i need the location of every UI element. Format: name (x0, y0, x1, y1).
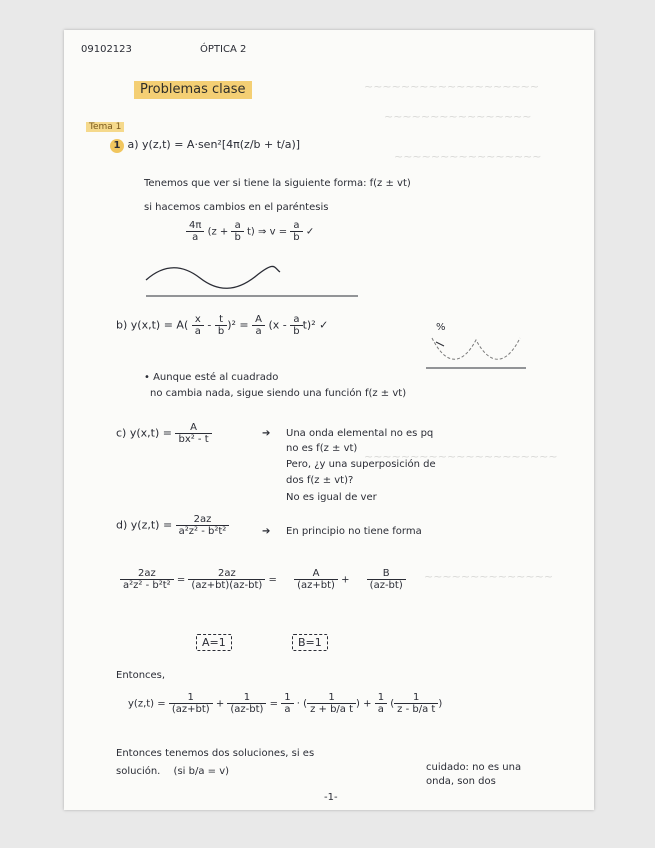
condition-text: (si b/a = v) (173, 766, 230, 777)
problem-b-label: b) (116, 318, 128, 332)
problem-b-note2: no cambia nada, sigue siendo una función f(z ± vt) (150, 388, 407, 399)
date: 09102123 (81, 44, 132, 55)
wave-sketch (144, 262, 284, 302)
paren-text: (z + (207, 226, 232, 238)
problem-c-equation (116, 422, 212, 445)
eq-text: y(z,t) = (128, 698, 169, 710)
problem-a-note2: si hacemos cambios en el paréntesis (144, 202, 329, 213)
frac-denominator: a (192, 232, 199, 243)
problem-a-equation: y(z,t) = A·sen²[4π(z/b + t/a)] (142, 138, 301, 151)
frac-denominator: (az-bt) (230, 704, 264, 715)
eq-text: t)² (302, 318, 316, 332)
eq-text: · (296, 698, 300, 710)
problem-c-line5: No es igual de ver (286, 492, 377, 503)
problem-c-label: c) (116, 426, 127, 440)
problem-a-note1: Tenemos que ver si tiene la siguiente forma: f(z ± vt) (144, 178, 411, 189)
problem-c-line2: no es f(z ± vt) (286, 443, 358, 454)
boxed-result-a: A=1 (196, 634, 232, 651)
check-icon: ✓ (305, 226, 315, 238)
eq-text: = (235, 318, 253, 332)
conclusion-line2 (116, 766, 229, 777)
frac-denominator: a (377, 704, 384, 715)
frac-numerator: A (294, 568, 338, 580)
section-label (86, 114, 124, 133)
frac-numerator: a (290, 314, 302, 326)
side-note1: cuidado: no es una (426, 762, 522, 773)
title-highlight: Problemas clase (134, 81, 252, 99)
conclusion-line1: Entonces tenemos dos soluciones, si es (116, 748, 315, 759)
entonces-label: Entonces, (116, 670, 166, 681)
eq-text: y(x,t) = (129, 426, 176, 440)
frac-denominator: a (194, 326, 201, 337)
frac-denominator: z + b/a t (310, 704, 354, 715)
frac-numerator: 1 (394, 692, 438, 704)
partial-fraction-line (120, 568, 406, 591)
frac-denominator: a²z² - b²t² (123, 580, 171, 591)
side-label: % (436, 322, 446, 333)
frac-denominator: b (293, 326, 300, 337)
frac-numerator: 2az (120, 568, 174, 580)
problem-c-line1: Una onda elemental no es pq (286, 428, 434, 439)
eq-text: + (341, 574, 350, 586)
frac-numerator: 1 (227, 692, 266, 704)
bleed-through-text: ~~~~~~~~~~~~~~~~~~~~~ (364, 450, 558, 463)
bleed-through-text: ~~~~~~~~~~~~~~~~ (384, 110, 532, 123)
frac-denominator: b (293, 232, 300, 243)
frac-denominator: (az+bt) (297, 580, 335, 591)
eq-text: + (215, 698, 225, 710)
frac-denominator: b (217, 326, 225, 337)
eq-text: ( (183, 318, 189, 332)
eq-text: (x - (268, 318, 291, 332)
problem-c-line3: Pero, ¿y una superposición de (286, 459, 436, 470)
frac-denominator: z - b/a t (397, 704, 436, 715)
problem-d-label: d) (116, 518, 128, 532)
problem-a-label: a) (127, 138, 139, 151)
bleed-through-text: ~~~~~~~~~~~~~~~~ (394, 150, 542, 163)
problem-number-badge: 1 (110, 139, 124, 153)
section-text: Tema 1 (86, 122, 124, 132)
problem-d-equation (116, 514, 229, 537)
paren-text: t) (247, 226, 255, 238)
eq-text: = (269, 698, 279, 710)
frac-denominator: a²z² - b²t² (178, 526, 227, 537)
eq-text: - (203, 318, 215, 332)
frac-numerator: t (215, 314, 227, 326)
frac-numerator: A (175, 422, 211, 434)
problem-b-note1: • Aunque esté al cuadrado (144, 372, 279, 383)
subject: ÓPTICA 2 (200, 44, 247, 55)
frac-denominator: a (255, 326, 262, 337)
arrow-icon: ➔ (262, 428, 271, 439)
frac-numerator: 1 (281, 692, 293, 704)
eq-text: )² (227, 318, 236, 332)
eq-text: y(x,t) = A (130, 318, 184, 332)
frac-numerator: 2az (188, 568, 265, 580)
frac-denominator: (az+bt)(az-bt) (191, 580, 263, 591)
frac-numerator: x (192, 314, 204, 326)
notebook-page (64, 30, 594, 810)
velocity-text: v = (269, 226, 291, 238)
frac-numerator: a (290, 220, 302, 232)
final-solution-line: y(z,t) = $\frac{1}{(az+bt)}$ + $\frac{1}{(az-bt)}$ = $\frac{1}{a}$ · ( $\frac{1}{\text{z + b/a t}}$ ) + $\frac{1}{a}$ ( $\frac{1}{\text{z - b/a t}}$ ) (128, 692, 443, 715)
frac-numerator: 1 (169, 692, 213, 704)
eq-text: + (363, 698, 372, 710)
arrow-icon: ⇒ (258, 226, 267, 238)
problem-d-note: En principio no tiene forma (286, 526, 422, 537)
frac-numerator: 4π (186, 220, 204, 232)
bleed-through-text: ~~~~~~~~~~~~~~ (424, 570, 554, 583)
problem-a-heading (110, 138, 300, 153)
frac-denominator: b (234, 232, 241, 243)
frac-numerator: B (367, 568, 406, 580)
frac-denominator: (az-bt) (369, 580, 403, 591)
frac-numerator: a (231, 220, 243, 232)
frac-numerator: 2az (176, 514, 230, 526)
eq-text: y(z,t) = (130, 518, 176, 532)
frac-denominator: (az+bt) (171, 704, 210, 715)
problem-b-equation (116, 314, 328, 337)
page-title (134, 78, 252, 97)
problem-c-line4: dos f(z ± vt)? (286, 475, 354, 486)
arrow-icon: ➔ (262, 526, 271, 537)
frac-denominator: a (284, 704, 291, 715)
problem-a-substitution (186, 220, 314, 243)
side-note2: onda, son dos (426, 776, 496, 787)
boxed-result-b: B=1 (292, 634, 328, 651)
frac-numerator: 1 (307, 692, 356, 704)
page-number: -1- (324, 792, 338, 803)
parabola-sketch (426, 332, 526, 372)
bleed-through-text: ~~~~~~~~~~~~~~~~~~~ (364, 80, 540, 93)
eq-text: = (268, 574, 277, 586)
conclusion-text: solución. (116, 766, 161, 777)
check-icon: ✓ (319, 318, 329, 332)
frac-denominator: bx² - t (178, 434, 209, 445)
eq-text: = (176, 574, 186, 586)
frac-numerator: 1 (375, 692, 387, 704)
frac-numerator: A (252, 314, 265, 326)
